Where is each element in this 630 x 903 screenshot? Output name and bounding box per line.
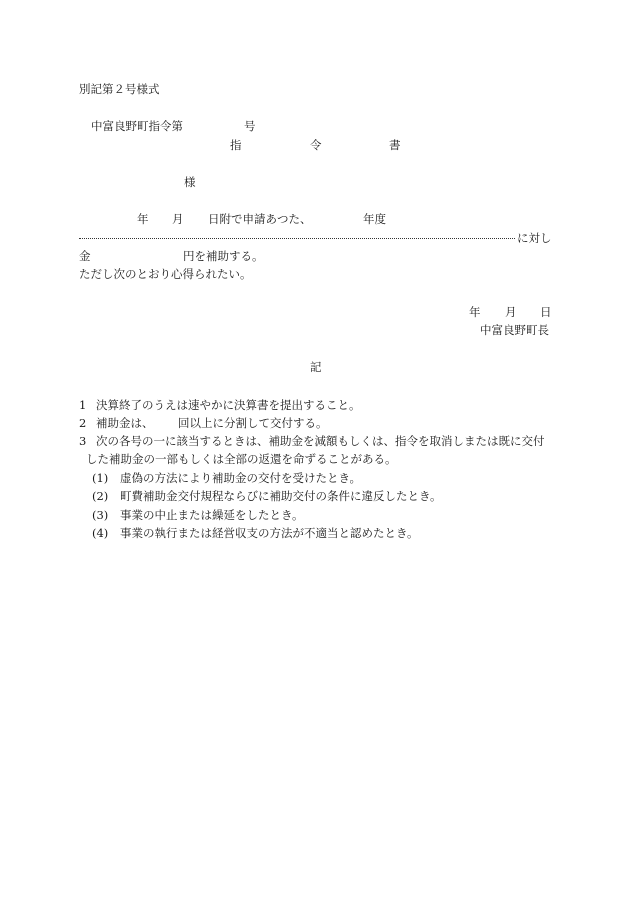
title-char-3: 書 [389,138,401,152]
date-month: 月 [505,305,517,319]
sub-condition-2-text: 町費補助金交付規程ならびに補助交付の条件に違反したとき。 [120,489,442,503]
date-day: 日 [540,305,552,319]
date-year: 年 [469,305,481,319]
form-label: 別記第２号様式 [79,82,160,96]
subject-suffix: に対し [517,231,552,245]
application-day-text: 日附で申請あつた、 [208,212,312,226]
application-month: 月 [172,212,184,226]
condition-3-text: 次の各号の一に該当するときは、補助金を減額もしくは、指令を取消しまたは既に交付 [96,434,545,448]
condition-2-text-a: 補助金は、 [96,416,154,430]
amount-suffix: 円を補助する。 [183,249,264,263]
addressee-suffix: 様 [184,175,196,189]
proviso-text: ただし次のとおり心得られたい。 [79,267,252,281]
condition-2-number: 2 [79,416,87,430]
condition-1-text: 決算終了のうえは速やかに決算書を提出すること。 [96,398,361,412]
issuer-name: 中富良野町長 [480,323,549,337]
directive-number-prefix: 中富良野町指令第 [91,119,183,133]
subject-dotted-line [79,238,515,239]
condition-3-number: 3 [79,434,87,448]
note-heading: 記 [310,360,322,374]
application-year: 年 [137,212,149,226]
title-char-1: 指 [230,138,242,152]
title-char-2: 令 [310,138,322,152]
sub-condition-2-number: (2) [92,489,109,503]
directive-number-suffix: 号 [244,119,256,133]
sub-condition-1-text: 虚偽の方法により補助金の交付を受けたとき。 [120,471,362,485]
sub-condition-4-text: 事業の執行または経営収支の方法が不適当と認めたとき。 [120,526,419,540]
sub-condition-3-text: 事業の中止または繰延をしたとき。 [120,508,304,522]
condition-1-number: 1 [79,398,87,412]
sub-condition-1-number: (1) [92,471,109,485]
amount-prefix: 金 [79,249,91,263]
sub-condition-4-number: (4) [92,526,109,540]
condition-2-text-b: 回以上に分割して交付する。 [178,416,328,430]
sub-condition-3-number: (3) [92,508,109,522]
condition-3-text-continued: した補助金の一部もしくは全部の返還を命ずることがある。 [86,452,397,466]
application-fiscal-year: 年度 [363,212,386,226]
